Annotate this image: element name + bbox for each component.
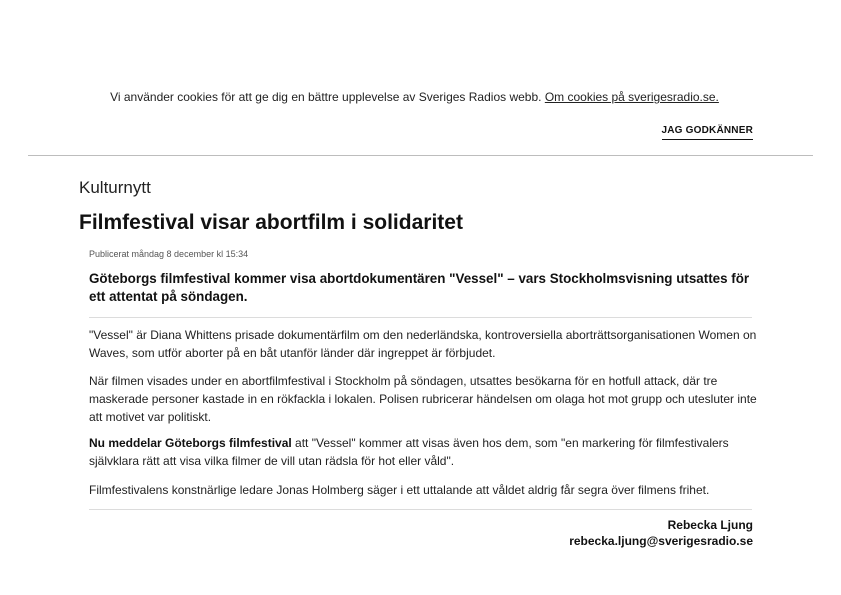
program-name[interactable]: Kulturnytt bbox=[79, 178, 151, 197]
banner-divider bbox=[28, 155, 813, 156]
paragraph-text: att "Vessel" kommer att visas även hos dem, som "en markering för filmfestivalers självklara rätt att visa vilka filmer de vill utan rädsla för hot eller våld". bbox=[89, 436, 729, 468]
byline-divider bbox=[89, 509, 752, 510]
publish-date: Publicerat måndag 8 december kl 15:34 bbox=[89, 249, 249, 259]
article-paragraph: Filmfestivalens konstnärlige ledare Jonas Holmberg säger i ett uttalande att våldet aldrig får segra över filmens frihet. bbox=[89, 483, 710, 497]
festival-link[interactable]: Nu meddelar Göteborgs filmfestival bbox=[89, 436, 292, 450]
cookie-info-link[interactable]: Om cookies på sverigesradio.se. bbox=[544, 90, 719, 104]
author-name: Rebecka Ljung bbox=[667, 518, 753, 532]
article-paragraph: När filmen visades under en abortfilmfestival i Stockholm på söndagen, utsattes besökarna för en hotfull attack, där tre maskerade personer kastade in en rökfackla i lokalen. Polisen rubricerar händelsen om olaga hot mot grupp och utesluter inte att motivet var politiskt. bbox=[89, 374, 757, 424]
accept-cookies-button[interactable]: JAG GODKÄNNER bbox=[662, 124, 754, 140]
article-paragraph: "Vessel" är Diana Whittens prisade dokumentärfilm om den nederländska, kontroversiella aborträttsorganisationen Women on Waves, som utför aborter på en båt utanför länder där ingreppet är förbjudet. bbox=[89, 328, 757, 360]
article-title: Filmfestival visar abortfilm i solidaritet bbox=[79, 211, 463, 234]
cookie-banner bbox=[0, 89, 829, 105]
cookie-message: Vi använder cookies för att ge dig en bättre upplevelse av Sveriges Radios webb. bbox=[110, 90, 542, 104]
preamble-divider bbox=[89, 317, 752, 318]
byline bbox=[569, 517, 753, 549]
article-paragraph bbox=[89, 434, 757, 470]
author-email[interactable]: rebecka.ljung@sverigesradio.se bbox=[569, 534, 753, 548]
article-preamble: Göteborgs filmfestival kommer visa abortdokumentären "Vessel" – vars Stockholmsvisning utsattes för ett attentat på söndagen. bbox=[89, 271, 750, 304]
